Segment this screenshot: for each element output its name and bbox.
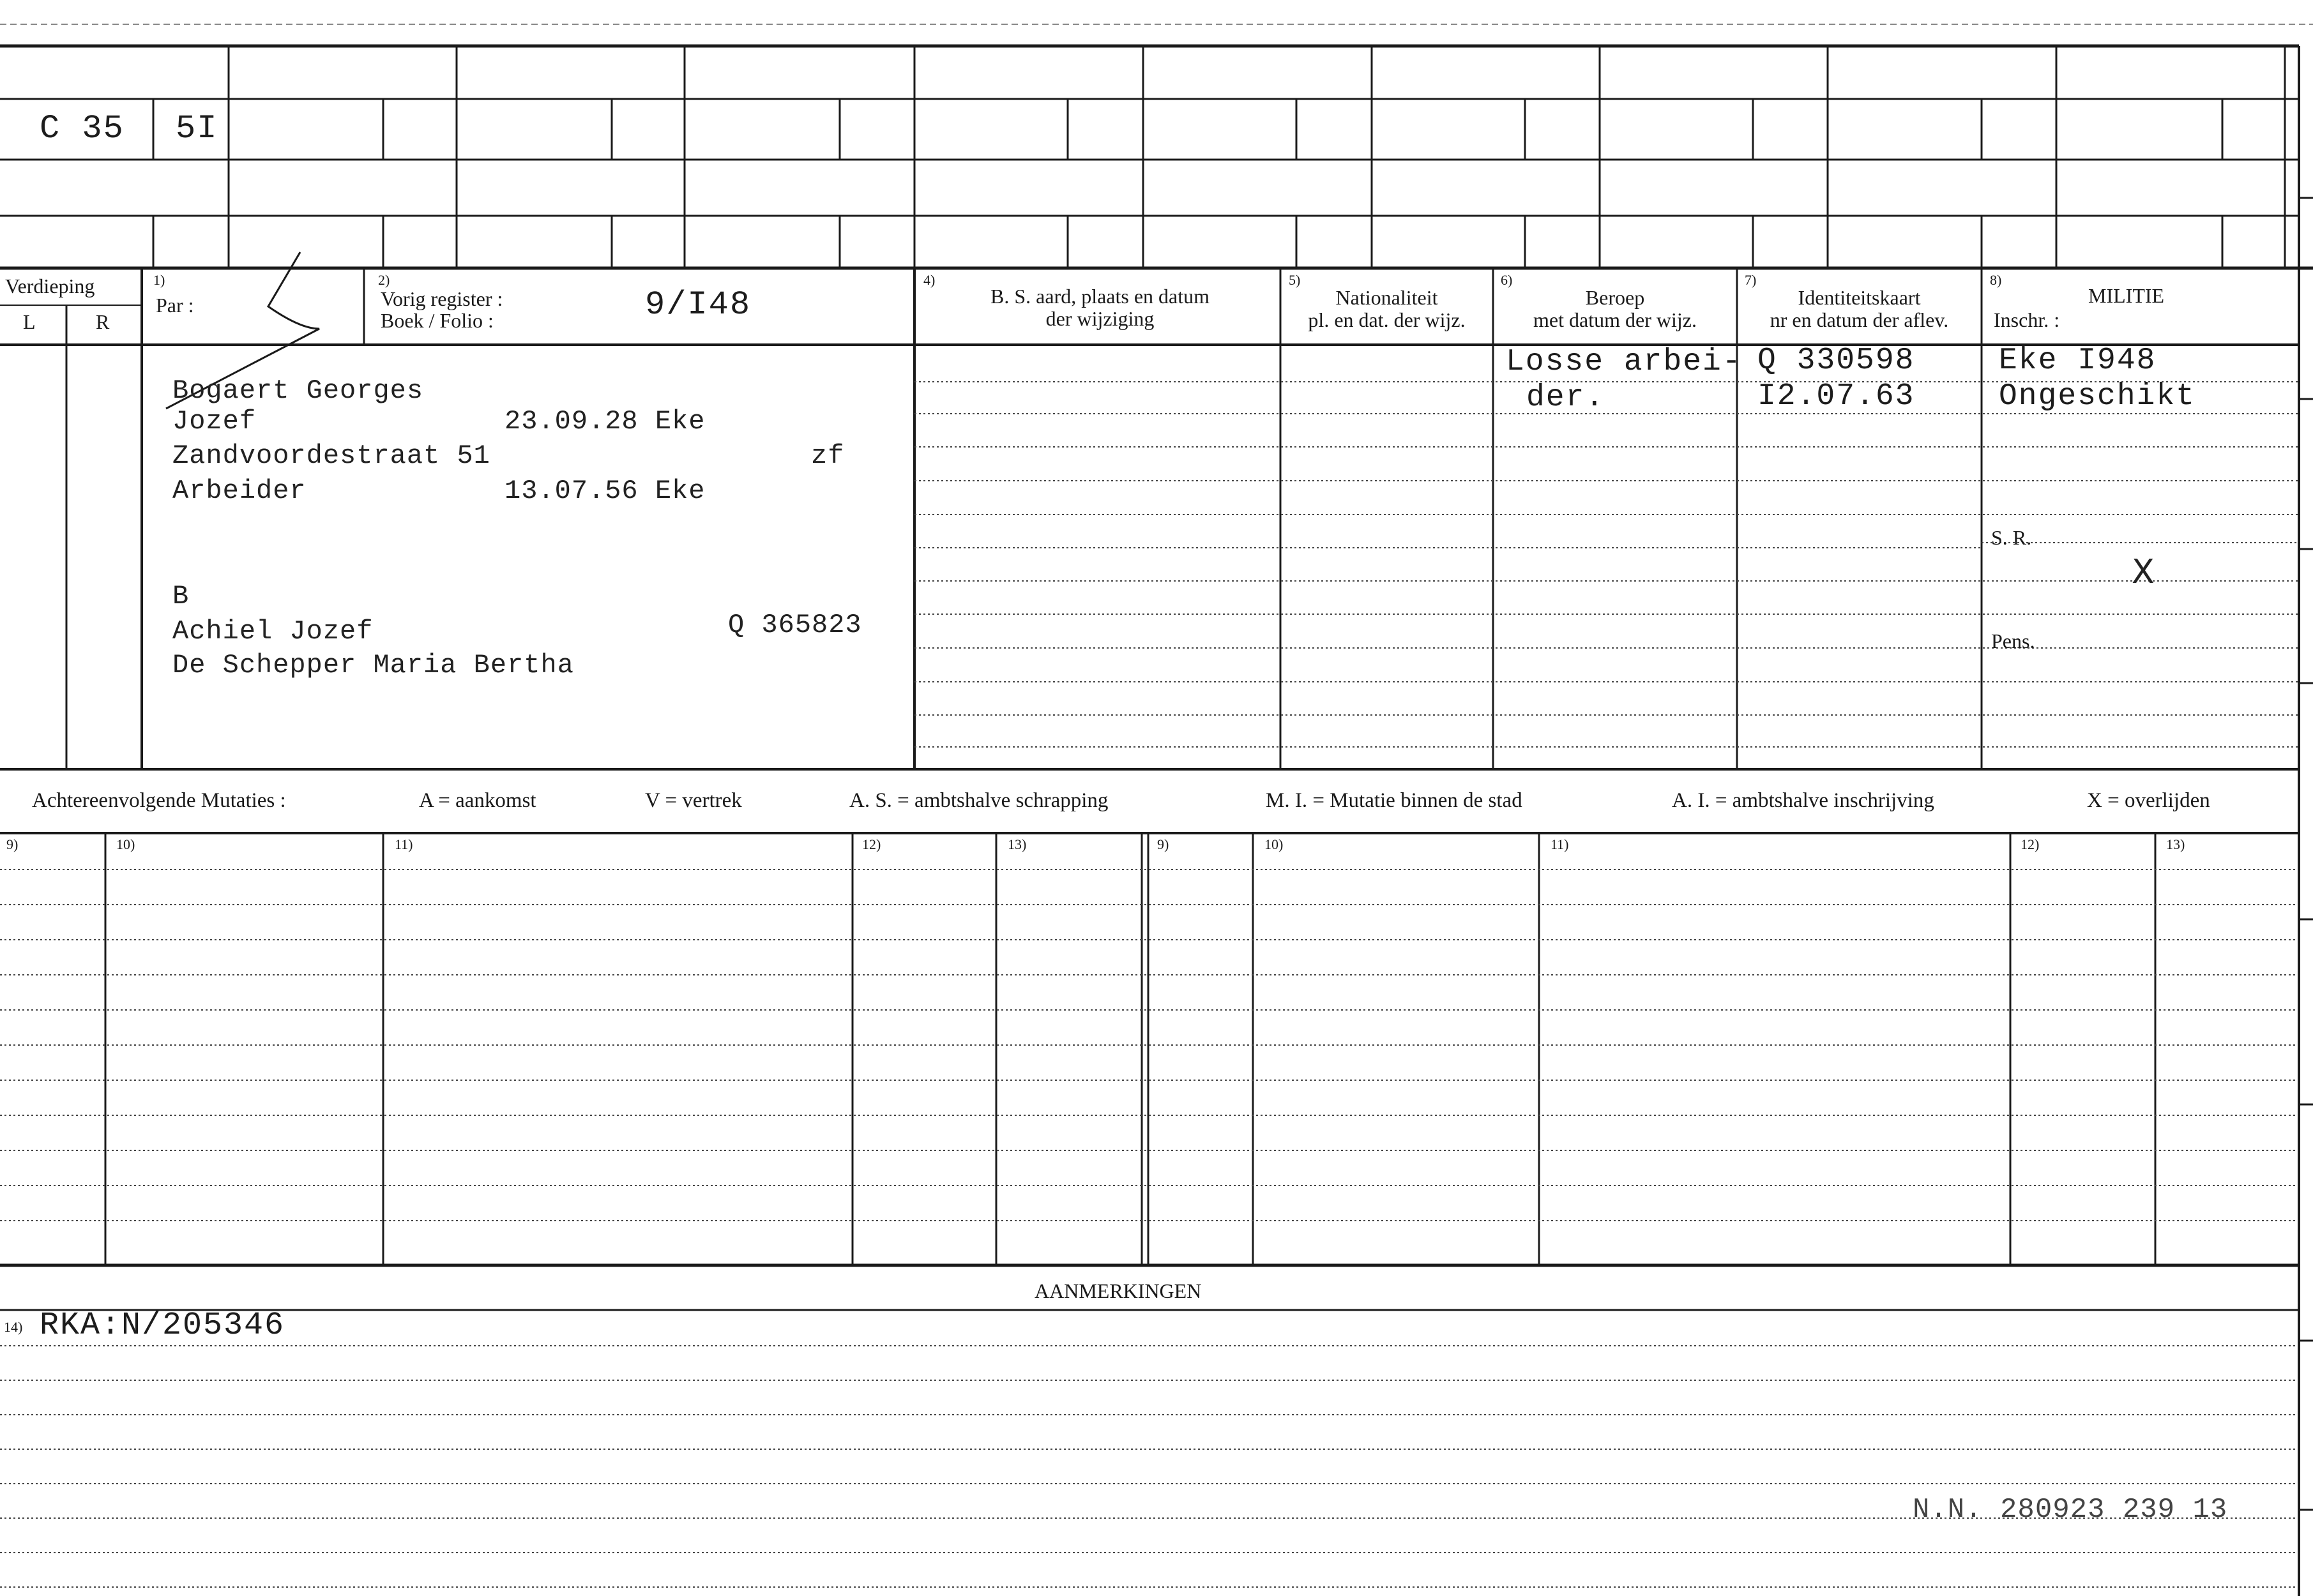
nat-number: 5)	[1289, 272, 1301, 288]
person-birth-date-place: 23.09.28 Eke	[504, 406, 706, 437]
remarks-title: AANMERKINGEN	[1035, 1279, 1202, 1302]
legend-ambtshalve-schrapping: A. S. = ambtshalve schrapping	[849, 789, 1109, 812]
beroep-number: 6)	[1501, 272, 1513, 288]
mut-col-11-left: 11)	[395, 836, 413, 852]
mut-col-9-right: 9)	[1157, 836, 1169, 852]
beroep-label-1: Beroep	[1585, 286, 1645, 309]
mut-col-12-left: 12)	[862, 836, 881, 852]
mut-col-9-left: 9)	[6, 836, 19, 852]
boek-folio-label: Boek / Folio :	[381, 309, 494, 332]
legend-mutatie-binnen-stad: M. I. = Mutatie binnen de stad	[1266, 789, 1522, 812]
remarks-footer-reference: N.N. 280923 239 13	[1913, 1494, 2228, 1526]
id-number: 7)	[1745, 272, 1757, 288]
remarks-rka-value: RKA:N/205346	[40, 1307, 285, 1344]
legend-vertrek: V = vertrek	[645, 789, 742, 812]
remarks-number: 14)	[4, 1319, 23, 1335]
legend-title: Achtereenvolgende Mutaties :	[32, 789, 286, 812]
vorig-number: 2)	[378, 272, 390, 288]
legend-ambtshalve-inschrijving: A. I. = ambtshalve inschrijving	[1672, 789, 1934, 812]
par-number: 1)	[153, 272, 165, 288]
verdieping-l-label: L	[23, 310, 36, 333]
id-label-2: nr en datum der aflev.	[1770, 308, 1949, 331]
beroep-line-2: der.	[1526, 380, 1605, 415]
beroep-line-1: Losse arbei-	[1506, 345, 1742, 379]
child-id-number: Q 365823	[728, 610, 862, 640]
pens-label: Pens.	[1991, 629, 2035, 652]
militie-status-value: Ongeschikt	[1999, 379, 2196, 414]
spouse-name: De Schepper Maria Bertha	[172, 650, 574, 681]
id-label-1: Identiteitskaart	[1798, 286, 1921, 309]
militie-inschr-value: Eke I948	[1999, 343, 2157, 378]
mut-col-12-right: 12)	[2021, 836, 2040, 852]
idcard-date: I2.07.63	[1757, 379, 1915, 414]
person-occupation: Arbeider	[172, 476, 307, 506]
sr-label: S. R.	[1991, 526, 2032, 549]
mut-col-11-right: 11)	[1551, 836, 1569, 852]
legend-overlijden: X = overlijden	[2087, 789, 2210, 812]
militie-number: 8)	[1990, 272, 2002, 288]
mut-col-13-right: 13)	[2166, 836, 2185, 852]
beroep-label-2: met datum der wijz.	[1533, 308, 1697, 331]
register-letter-code: C 35	[40, 110, 125, 147]
mut-col-10-right: 10)	[1264, 836, 1284, 852]
nat-label-2: pl. en dat. der wijz.	[1308, 308, 1466, 331]
bs-label-2: der wijziging	[1045, 307, 1155, 330]
vorig-register-value: 9/I48	[645, 286, 752, 324]
bs-label-1: B. S. aard, plaats en datum	[990, 285, 1210, 308]
nat-label-1: Nationaliteit	[1335, 286, 1438, 309]
verdieping-label: Verdieping	[5, 275, 95, 297]
legend-aankomst: A = aankomst	[419, 789, 536, 812]
register-number-code: 5I	[176, 110, 218, 147]
vorig-register-label: Vorig register :	[381, 287, 503, 310]
idcard-number: Q 330598	[1757, 343, 1915, 378]
mut-col-13-left: 13)	[1008, 836, 1027, 852]
bs-number: 4)	[923, 272, 936, 288]
person-b-marker: B	[172, 581, 190, 612]
person-surname-firstname: Bogaert Georges	[172, 375, 424, 406]
mut-col-10-left: 10)	[116, 836, 135, 852]
child-name: Achiel Jozef	[172, 616, 374, 647]
sr-mark: X	[2132, 553, 2155, 591]
par-label: Par :	[156, 294, 194, 317]
militie-label: MILITIE	[2088, 284, 2165, 307]
verdieping-r-label: R	[96, 310, 110, 333]
person-street: Zandvoordestraat 51	[172, 440, 490, 471]
person-second-name: Jozef	[172, 406, 257, 437]
person-arrival-date-place: 13.07.56 Eke	[504, 476, 706, 506]
inschr-label: Inschr. :	[1994, 308, 2060, 331]
person-code: zf	[811, 440, 845, 471]
